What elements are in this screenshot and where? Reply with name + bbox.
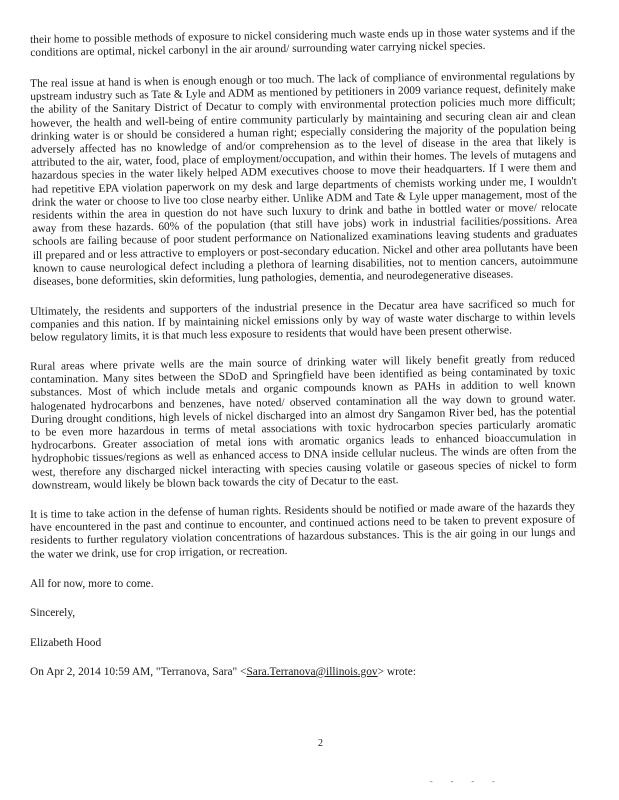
reply-prefix: On Apr 2, 2014 10:59 AM, "Terranova, Sara" < [30, 665, 247, 678]
reply-header [30, 666, 575, 679]
closing-note: All for now, more to come. [30, 578, 154, 591]
reply-email-link[interactable]: Sara.Terranova@illinois.gov [246, 665, 378, 678]
sign-off: Sincerely, [30, 607, 76, 620]
signature-name: Elizabeth Hood [30, 636, 102, 649]
letter-paragraph: The real issue at hand is when is enough enough or too much. The lack of compliance of environmental regulations by upstream industry such as Tate & Lyle and ADM as mentioned by petitioners in 2009 variance request, definitely make the ability of the Sanitary District of Decatur to comply with environmental protection policies much more difficult; however, the health and well-being of entire community particularly by maintaining and securing clean air and clean drinking water is or should be considered a human right; especially considering the majority of the population being adversely affected has no knowledge of and/or comprehension as to the level of disease in the area that likely is attributed to the air, water, food, place of employment/occupation, and within their homes. The levels of mutagens and hazardous species in the water likely helped ADM executives choose to move their headquarters. If I were them and had repetitive EPA violation paperwork on my desk and large departments of chemists working under me, I wouldn't drink the water or choose to live too close nearby either. Unlike ADM and Tate & Lyle upper management, most of the residents within the area in question do not have such luxury to drink and bathe in bottled water or move/ relocate away from these hazards. 60% of the population (that still have jobs) work in industrial facilities/possitions. Area schools are failing because of poor student performance on Nationalized examinations leaving students and graduates ill prepared and or less attractive to employers or post-secondary education. Nickel and other area pollutants have been known to cause neurological defect including a plethora of learning disabilities, not to mention cancers, autoimmune diseases, bone deformities, skin deformities, lung pathologies, dementia, and neurodegenerative diseases. [30, 69, 579, 289]
footer-marks: - - - - [430, 777, 503, 786]
letter-paragraph: Ultimately, the residents and supporters of the industrial presence in the Decatur area have sacrificed so much for companies and this nation. If by maintaining nickel emissions only by way of waste water discharge to within levels below regulatory limits, it is that much less exposure to residents that would have been present otherwise. [30, 297, 576, 345]
letter-paragraph: their home to possible methods of exposure to nickel considering much waste ends up in those water systems and if the conditions are optimal, nickel carbonyl in the air around/ surrounding water carrying nickel species. [30, 25, 576, 60]
letter-paragraph: Rural areas where private wells are the main source of drinking water will likely benefit greatly from reduced contamination. Many sites between the SDoD and Springfield have been identified as being contaminated by toxic substances. Most of which include metals and organic compounds known as PAHs in addition to well known halogenated hydrocarbons and benzenes, have noted/ observed contamination all the way down to ground water. During drought conditions, high levels of nickel discharged into an almost dry Sangamon River bed, has the potential to be even more hazardous in terms of metal associations with toxic hydrocarbon species particularly aromatic hydrocarbons. Greater association of metal ions with aromatic organics leads to enhanced bioaccumulation in hydrophobic tissues/regions as well as enhanced access to DNA inside cellular nucleus. The winds are often from the west, therefore any discharged nickel interacting with species causing volatile or gaseous species of nickel to form downstream, would likely be blown back towards the city of Decatur to the east. [30, 352, 577, 493]
letter-paragraph: It is time to take action in the defense of human rights. Residents should be notified or made aware of the hazards they have encountered in the past and continue to encounter, and continued actions need to be taken to prevent exposure of residents to further regulatory violation concentrations of hazardous substances. This is the air going in our lungs and the water we drink, use for crop irrigation, or recreation. [30, 500, 576, 561]
reply-suffix: > wrote: [377, 665, 416, 678]
page-number: 2 [318, 738, 323, 749]
